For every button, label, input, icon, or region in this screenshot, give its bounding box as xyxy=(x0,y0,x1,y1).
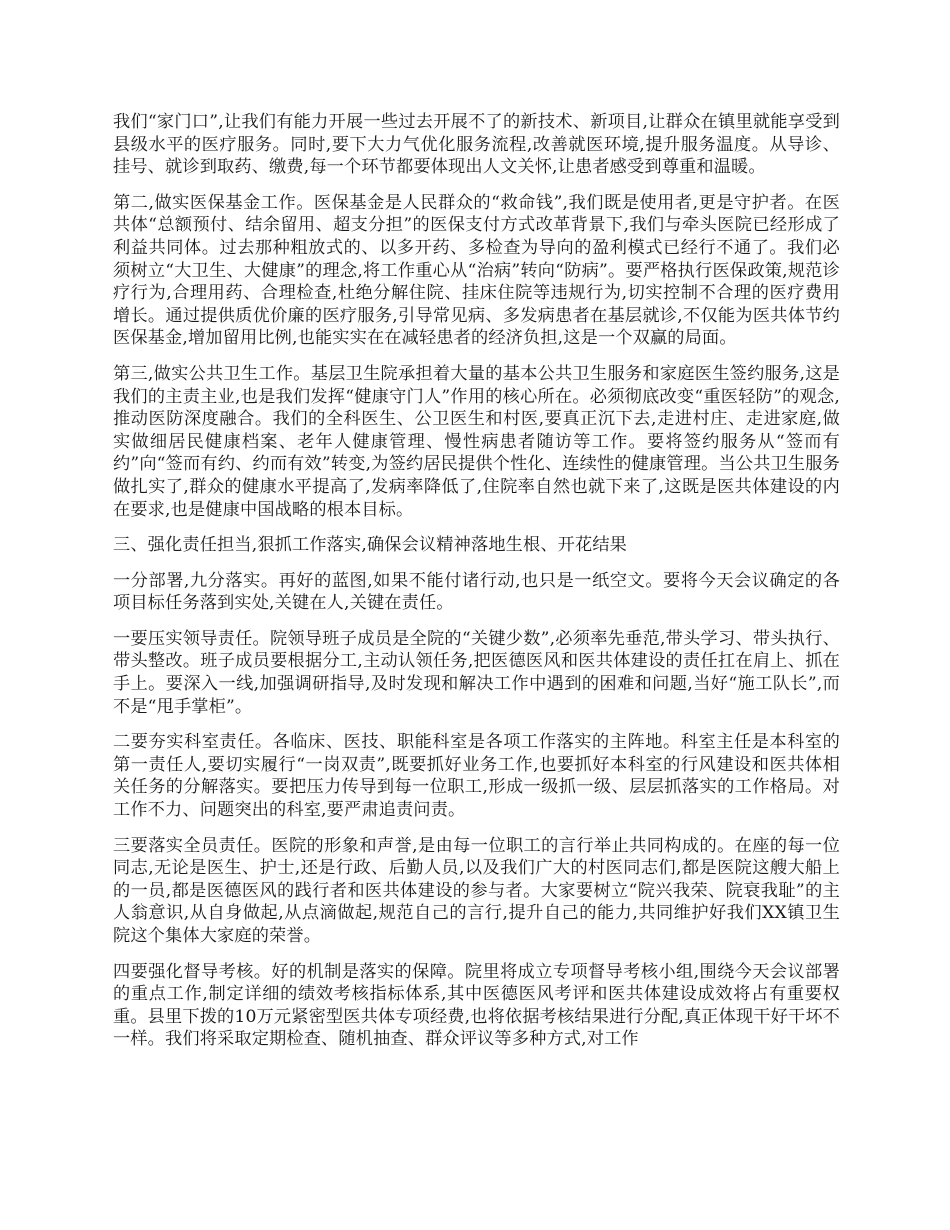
paragraph-staff-responsibility: 三要落实全员责任。医院的形象和声誉,是由每一位职工的言行举止共同构成的。在座的每一位同志,无论是医生、护士,还是行政、后勤人员,以及我们广大的村医同志们,都是医院这艘大船上的一员,都是医德医风的践行者和医共体建设的参与者。大家要树立“院兴我荣、院衰我耻”的主人翁意识,从自身做起,从点滴做起,规范自己的言行,提升自己的能力,共同维护好我们XX镇卫生院这个集体大家庭的荣誉。 xyxy=(113,835,840,946)
paragraph-leadership-responsibility: 一要压实领导责任。院领导班子成员是全院的“关键少数”,必须率先垂范,带头学习、带头执行、带头整改。班子成员要根据分工,主动认领任务,把医德医风和医共体建设的责任扛在肩上、抓在手上。要深入一线,加强调研指导,及时发现和解决工作中遇到的困难和问题,当好“施工队长”,而不是“甩手掌柜”。 xyxy=(113,628,840,717)
paragraph-medical-insurance-fund: 第二,做实医保基金工作。医保基金是人民群众的“救命钱”,我们既是使用者,更是守护者。在医共体“总额预付、结余留用、超支分担”的医保支付方式改革背景下,我们与牵头医院已经形成了利益共同体。过去那种粗放式的、以多开药、多检查为导向的盈利模式已经行不通了。我们必须树立“大卫生、大健康”的理念,将工作重心从“治病”转向“防病”。要严格执行医保政策,规范诊疗行为,合理用药、合理检查,杜绝分解住院、挂床住院等违规行为,切实控制不合理的医疗费用增长。通过提供质优价廉的医疗服务,引导常见病、多发病患者在基层就诊,不仅能为医共体节约医保基金,增加留用比例,也能实实在在减轻患者的经济负担,这是一个双赢的局面。 xyxy=(113,192,840,349)
paragraph-implementation-intro: 一分部署,九分落实。再好的蓝图,如果不能付诸行动,也只是一纸空文。要将今天会议确定的各项目标任务落到实处,关键在人,关键在责任。 xyxy=(113,570,840,614)
paragraph-patient-service: 我们“家门口”,让我们有能力开展一些过去开展不了的新技术、新项目,让群众在镇里就能享受到县级水平的医疗服务。同时,要下大力气优化服务流程,改善就医环境,提升服务温度。从导诊、挂号、就诊到取药、缴费,每一个环节都要体现出人文关怀,让患者感受到尊重和温暖。 xyxy=(113,112,840,178)
paragraph-public-health: 第三,做实公共卫生工作。基层卫生院承担着大量的基本公共卫生服务和家庭医生签约服务,这是我们的主责主业,也是我们发挥“健康守门人”作用的核心所在。必须彻底改变“重医轻防”的观念,推动医防深度融合。我们的全科医生、公卫医生和村医,要真正沉下去,走进村庄、走进家庭,做实做细居民健康档案、老年人健康管理、慢性病患者随访等工作。要将签约服务从“签而有约”向“签而有约、约而有效”转变,为签约居民提供个性化、连续性的健康管理。当公共卫生服务做扎实了,群众的健康水平提高了,发病率降低了,住院率自然也就下来了,这既是医共体建设的内在要求,也是健康中国战略的根本目标。 xyxy=(113,363,840,520)
section-heading-responsibility: 三、强化责任担当,狠抓工作落实,确保会议精神落地生根、开花结果 xyxy=(113,535,628,556)
paragraph-supervision-assessment: 四要强化督导考核。好的机制是落实的保障。院里将成立专项督导考核小组,围绕今天会议部署的重点工作,制定详细的绩效考核指标体系,其中医德医风考评和医共体建设成效将占有重要权重。县里下拨的10万元紧密型医共体专项经费,也将依据考核结果进行分配,真正体现干好干坏不一样。我们将采取定期检查、随机抽查、群众评议等多种方式,对工作 xyxy=(113,961,840,1050)
paragraph-department-responsibility: 二要夯实科室责任。各临床、医技、职能科室是各项工作落实的主阵地。科室主任是本科室的第一责任人,要切实履行“一岗双责”,既要抓好业务工作,也要抓好本科室的行风建设和医共体相关任务的分解落实。要把压力传导到每一位职工,形成一级抓一级、层层抓落实的工作格局。对工作不力、问题突出的科室,要严肃追责问责。 xyxy=(113,732,840,821)
document-page xyxy=(113,111,840,1064)
